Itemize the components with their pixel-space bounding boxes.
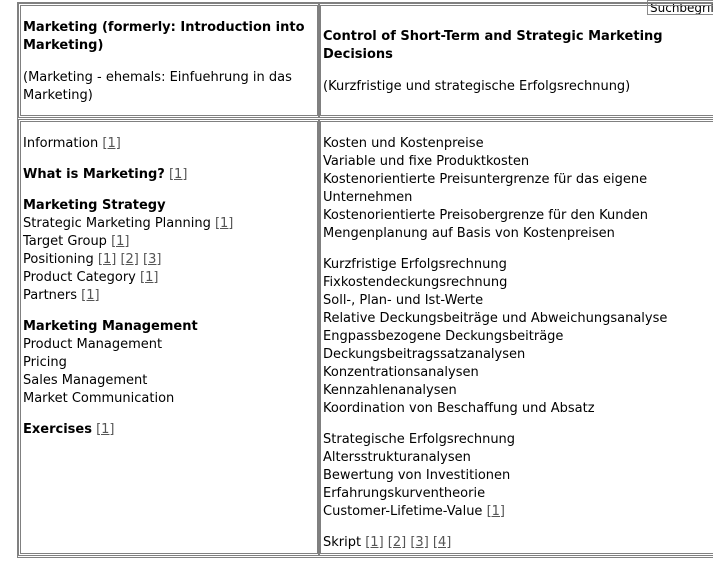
nav-strategic-planning: [23, 215, 233, 233]
skript-link-3[interactable]: [3]: [410, 535, 429, 550]
nav-information-link-1[interactable]: [1]: [102, 136, 121, 151]
strategic-planning-link-1[interactable]: [1]: [214, 216, 234, 231]
nav-what-is-label: What is Marketing?: [23, 167, 165, 182]
nav-product-management: Product Management: [23, 337, 163, 352]
list-item: Mengenplanung auf Basis von Kostenpreisen: [323, 226, 615, 241]
nav-what-is-link-1[interactable]: [1]: [168, 167, 188, 182]
list-item: Konzentrationsanalysen: [323, 365, 479, 380]
skript-link-2[interactable]: [2]: [387, 535, 407, 550]
partners-link-1[interactable]: [1]: [81, 288, 100, 303]
nav-item-label: Product Category: [23, 270, 136, 285]
nav-what-is: [23, 166, 233, 184]
management-heading: Marketing Management: [23, 319, 198, 334]
nav-item-label: Partners: [23, 288, 78, 303]
skript-item: [323, 534, 667, 552]
list-item: Relative Deckungsbeiträge und Abweichungsanalyse: [323, 311, 668, 326]
list-item: Variable und fixe Produktkosten: [323, 154, 530, 169]
left-nav: [23, 135, 233, 439]
list-item: Kennzahlenanalysen: [323, 383, 457, 398]
nav-sales-management: Sales Management: [23, 373, 148, 388]
positioning-link-3[interactable]: [3]: [143, 252, 162, 267]
list-item: Soll-, Plan- und Ist-Werte: [323, 293, 484, 308]
nav-information-label: Information: [23, 136, 99, 151]
list-item: Kostenorientierte Preisobergrenze für den Kunden: [323, 208, 648, 223]
list-item: Engpassbezogene Deckungsbeiträge: [323, 329, 564, 344]
nav-target-group: [23, 233, 233, 251]
list-item: Unternehmen: [323, 190, 413, 205]
nav-partners: [23, 287, 233, 305]
list-item: Kurzfristige Erfolgsrechnung: [323, 257, 507, 272]
positioning-link-2[interactable]: [2]: [120, 252, 139, 267]
list-item: Bewertung von Investitionen: [323, 468, 511, 483]
nav-item-label: Target Group: [23, 234, 107, 249]
nav-pricing: Pricing: [23, 355, 67, 370]
nav-market-communication: Market Communication: [23, 391, 175, 406]
product-category-link-1[interactable]: [1]: [140, 270, 159, 285]
nav-product-category: [23, 269, 233, 287]
clv-item: [323, 503, 667, 521]
left-header-subtitle: (Marketing - ehemals: Einfuehrung in das Marketing): [23, 70, 292, 103]
list-item: Deckungsbeitragssatzanalysen: [323, 347, 526, 362]
skript-label: Skript: [323, 535, 362, 550]
nav-exercises-label: Exercises: [23, 422, 92, 437]
nav-item-label: Strategic Marketing Planning: [23, 216, 211, 231]
skript-link-4[interactable]: [4]: [432, 535, 452, 550]
right-header-subtitle: (Kurzfristige und strategische Erfolgsrechnung): [323, 79, 631, 94]
exercises-link-1[interactable]: [1]: [96, 422, 115, 437]
list-item: Koordination von Beschaffung und Absatz: [323, 401, 595, 416]
positioning-link-1[interactable]: [1]: [97, 252, 117, 267]
right-header-title: Control of Short-Term and Strategic Marketing Decisions: [323, 29, 663, 62]
nav-positioning: [23, 251, 233, 269]
clv-link-1[interactable]: [1]: [486, 504, 505, 519]
target-group-link-1[interactable]: [1]: [111, 234, 130, 249]
list-item: Erfahrungskurventheorie: [323, 486, 486, 501]
list-item: Kosten und Kostenpreise: [323, 136, 484, 151]
left-header-title: Marketing (formerly: Introduction into Marketing): [23, 20, 305, 53]
nav-item-label: Positioning: [23, 252, 94, 267]
skript-link-1[interactable]: [1]: [365, 535, 384, 550]
list-item: Fixkostendeckungsrechnung: [323, 275, 508, 290]
list-item: Strategische Erfolgsrechnung: [323, 432, 516, 447]
nav-exercises: [23, 421, 233, 439]
nav-information: [23, 135, 233, 153]
right-content: [323, 135, 667, 552]
strategy-heading: Marketing Strategy: [23, 198, 166, 213]
list-item: Kostenorientierte Preisuntergrenze für das eigene: [323, 172, 648, 187]
list-item: Altersstrukturanalysen: [323, 450, 471, 465]
clv-label: Customer-Lifetime-Value: [323, 504, 483, 519]
